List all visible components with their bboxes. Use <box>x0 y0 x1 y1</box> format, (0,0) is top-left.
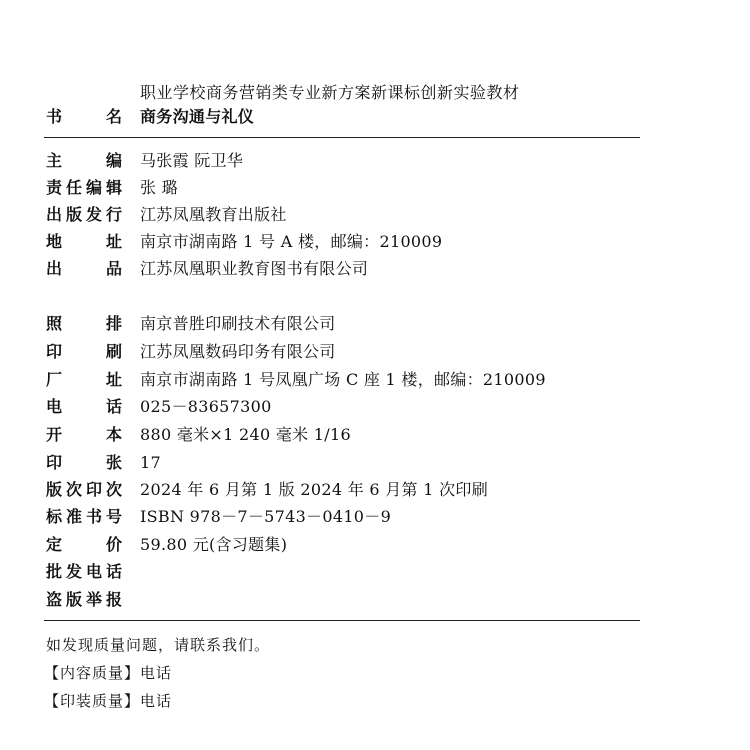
info-label: 照 排 <box>46 314 122 333</box>
quality-note: 如发现质量问题，请联系我们。 <box>46 636 271 654</box>
top-divider <box>44 137 640 138</box>
info-value: 江苏凤凰职业教育图书有限公司 <box>140 259 369 278</box>
info-value: 张 璐 <box>140 178 178 197</box>
info-label: 出版发行 <box>46 205 122 224</box>
content-quality-phone: 【内容质量】电话 <box>44 664 173 682</box>
info-label: 批发电话 <box>46 562 122 581</box>
info-value: 南京普胜印刷技术有限公司 <box>140 314 336 333</box>
book-title-label: 书 名 <box>46 107 122 126</box>
info-label: 电 话 <box>46 397 122 416</box>
info-value: 025－83657300 <box>140 397 272 416</box>
series-title: 职业学校商务营销类专业新方案新课标创新实验教材 <box>140 83 520 102</box>
info-label: 地 址 <box>46 232 122 251</box>
info-value: 马张霞 阮卫华 <box>140 151 244 170</box>
info-value: ISBN 978－7－5743－0410－9 <box>140 507 392 526</box>
info-value: 江苏凤凰数码印务有限公司 <box>140 342 336 361</box>
info-label: 出 品 <box>46 259 122 278</box>
info-label: 责任编辑 <box>46 178 122 197</box>
info-label: 主 编 <box>46 151 122 170</box>
info-value: 南京市湖南路 1 号凤凰广场 C 座 1 楼，邮编：210009 <box>140 370 546 389</box>
bottom-divider <box>44 620 640 621</box>
book-title-value: 商务沟通与礼仪 <box>140 107 255 126</box>
info-value: 2024 年 6 月第 1 版 2024 年 6 月第 1 次印刷 <box>140 480 489 499</box>
info-value: 59.80 元(含习题集) <box>140 535 288 554</box>
info-value: 江苏凤凰教育出版社 <box>140 205 287 224</box>
info-value: 880 毫米×1 240 毫米 1/16 <box>140 425 351 444</box>
info-label: 定 价 <box>46 535 122 554</box>
info-label: 标准书号 <box>46 507 122 526</box>
info-label: 印 刷 <box>46 342 122 361</box>
info-label: 厂 址 <box>46 370 122 389</box>
print-quality-phone: 【印装质量】电话 <box>44 692 173 710</box>
info-label: 开 本 <box>46 425 122 444</box>
info-label: 版次印次 <box>46 480 122 499</box>
info-label: 印 张 <box>46 453 122 472</box>
info-value: 南京市湖南路 1 号 A 楼，邮编：210009 <box>140 232 443 251</box>
info-label: 盗版举报 <box>46 590 122 609</box>
info-value: 17 <box>140 453 161 472</box>
